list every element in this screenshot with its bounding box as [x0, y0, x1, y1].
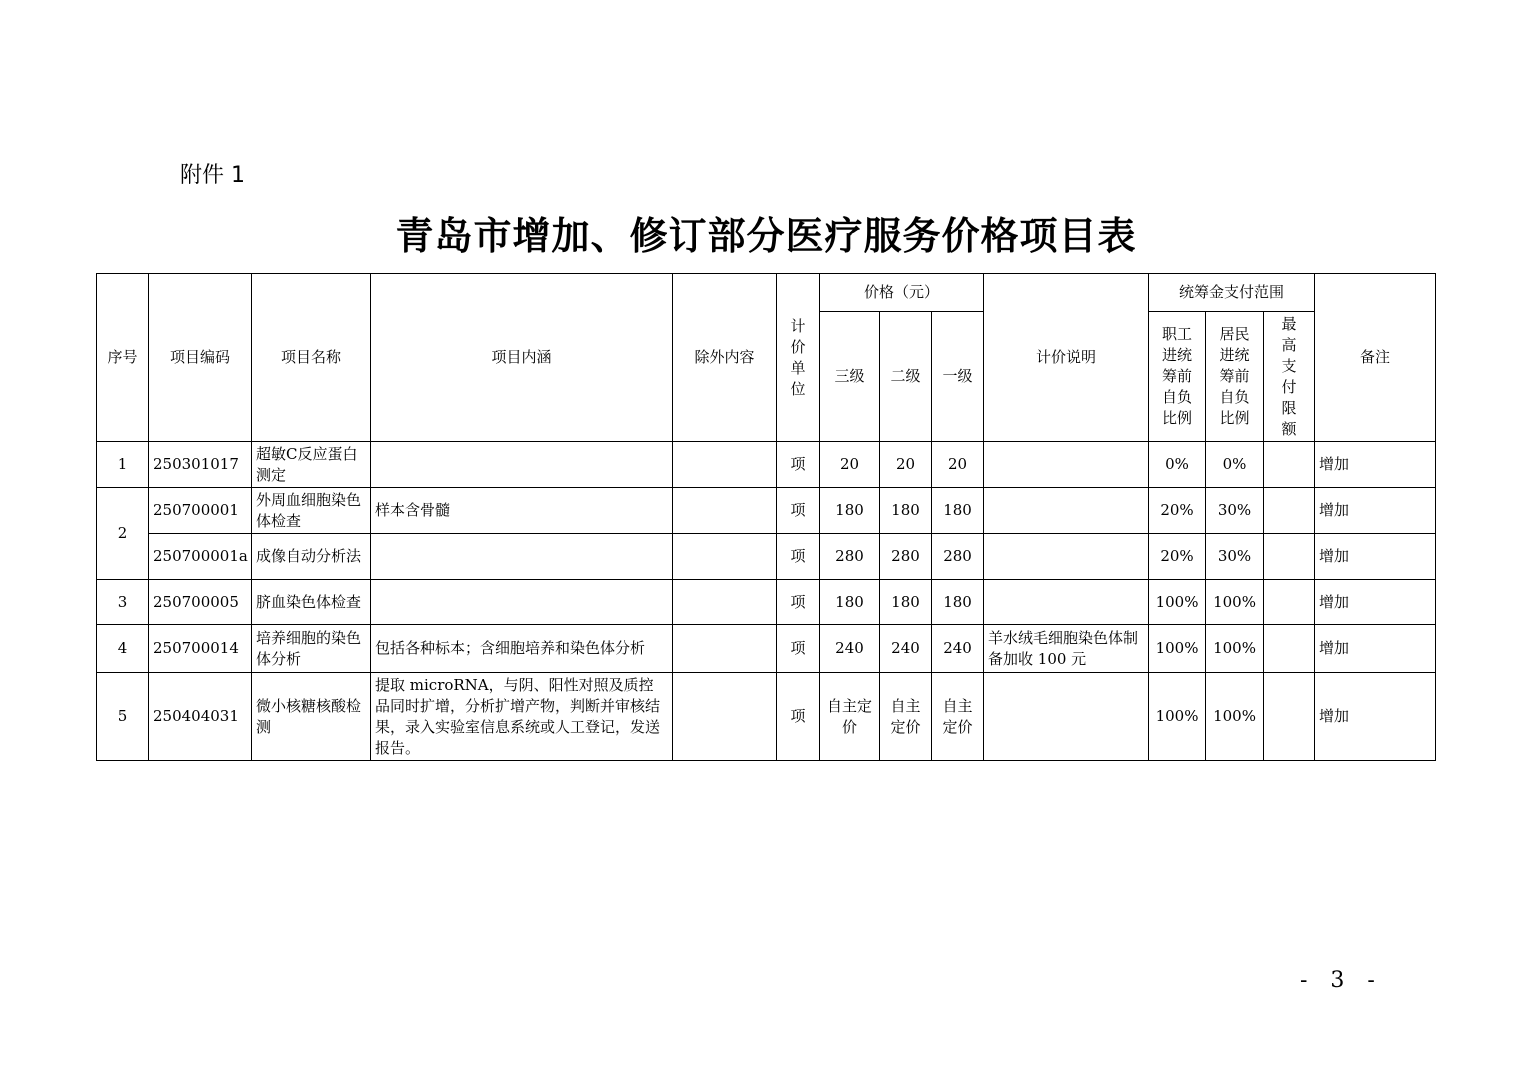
cell-excluded [673, 580, 777, 625]
cell-level1: 20 [932, 442, 984, 488]
cell-seq: 4 [97, 625, 149, 673]
header-level3: 三级 [820, 312, 880, 442]
cell-max-limit [1264, 625, 1315, 673]
cell-name: 成像自动分析法 [252, 534, 371, 580]
cell-content: 样本含骨髓 [371, 488, 673, 534]
cell-employee: 20% [1149, 534, 1206, 580]
cell-unit: 项 [777, 625, 820, 673]
cell-level1: 180 [932, 488, 984, 534]
cell-content [371, 580, 673, 625]
table-row [97, 580, 1436, 625]
cell-employee: 100% [1149, 580, 1206, 625]
table-row [97, 488, 1436, 534]
table-header [97, 274, 1436, 442]
table-row [97, 534, 1436, 580]
table-body [97, 442, 1436, 761]
cell-level1: 240 [932, 625, 984, 673]
cell-pricing-note [984, 580, 1149, 625]
cell-max-limit [1264, 442, 1315, 488]
header-pricing-note: 计价说明 [984, 274, 1149, 442]
header-code: 项目编码 [149, 274, 252, 442]
table-row [97, 673, 1436, 761]
cell-code: 250700014 [149, 625, 252, 673]
header-level1: 一级 [932, 312, 984, 442]
cell-code: 250700005 [149, 580, 252, 625]
cell-employee: 0% [1149, 442, 1206, 488]
table-row [97, 442, 1436, 488]
cell-excluded [673, 625, 777, 673]
header-price-group: 价格（元） [820, 274, 984, 312]
cell-excluded [673, 442, 777, 488]
cell-level2: 180 [880, 488, 932, 534]
cell-excluded [673, 534, 777, 580]
header-employee: 职工 进统 筹前 自负 比例 [1149, 312, 1206, 442]
cell-name: 外周血细胞染色体检查 [252, 488, 371, 534]
cell-resident: 100% [1206, 673, 1264, 761]
cell-remark: 增加 [1315, 625, 1436, 673]
cell-seq: 3 [97, 580, 149, 625]
header-fund-group: 统筹金支付范围 [1149, 274, 1315, 312]
cell-level2: 自主定价 [880, 673, 932, 761]
cell-level1: 280 [932, 534, 984, 580]
page-title: 青岛市增加、修订部分医疗服务价格项目表 [395, 213, 1137, 258]
cell-seq: 1 [97, 442, 149, 488]
cell-resident: 0% [1206, 442, 1264, 488]
cell-pricing-note: 羊水绒毛细胞染色体制备加收 100 元 [984, 625, 1149, 673]
cell-resident: 100% [1206, 580, 1264, 625]
cell-code: 250404031 [149, 673, 252, 761]
cell-name: 微小核糖核酸检测 [252, 673, 371, 761]
cell-max-limit [1264, 673, 1315, 761]
cell-remark: 增加 [1315, 673, 1436, 761]
cell-excluded [673, 673, 777, 761]
cell-resident: 30% [1206, 534, 1264, 580]
cell-resident: 30% [1206, 488, 1264, 534]
cell-resident: 100% [1206, 625, 1264, 673]
cell-content: 包括各种标本；含细胞培养和染色体分析 [371, 625, 673, 673]
cell-excluded [673, 488, 777, 534]
table-row [97, 625, 1436, 673]
header-content: 项目内涵 [371, 274, 673, 442]
cell-pricing-note [984, 442, 1149, 488]
cell-code: 250700001a [149, 534, 252, 580]
header-level2: 二级 [880, 312, 932, 442]
cell-name: 脐血染色体检查 [252, 580, 371, 625]
page-number: - 3 - [1300, 968, 1383, 993]
cell-employee: 100% [1149, 625, 1206, 673]
cell-level3: 180 [820, 580, 880, 625]
cell-content [371, 534, 673, 580]
attachment-label: 附件 1 [180, 163, 245, 188]
cell-remark: 增加 [1315, 580, 1436, 625]
header-remark: 备注 [1315, 274, 1436, 442]
cell-level3: 280 [820, 534, 880, 580]
cell-remark: 增加 [1315, 488, 1436, 534]
cell-unit: 项 [777, 488, 820, 534]
cell-max-limit [1264, 488, 1315, 534]
cell-level1: 自主定价 [932, 673, 984, 761]
cell-level3: 180 [820, 488, 880, 534]
header-seq: 序号 [97, 274, 149, 442]
header-excluded: 除外内容 [673, 274, 777, 442]
cell-max-limit [1264, 534, 1315, 580]
cell-seq: 2 [97, 488, 149, 580]
cell-level2: 240 [880, 625, 932, 673]
cell-unit: 项 [777, 442, 820, 488]
header-name: 项目名称 [252, 274, 371, 442]
cell-level1: 180 [932, 580, 984, 625]
cell-code: 250301017 [149, 442, 252, 488]
cell-level3: 自主定价 [820, 673, 880, 761]
cell-name: 培养细胞的染色体分析 [252, 625, 371, 673]
cell-remark: 增加 [1315, 534, 1436, 580]
cell-remark: 增加 [1315, 442, 1436, 488]
cell-pricing-note [984, 488, 1149, 534]
cell-employee: 20% [1149, 488, 1206, 534]
cell-level3: 20 [820, 442, 880, 488]
cell-pricing-note [984, 534, 1149, 580]
header-unit: 计 价 单 位 [777, 274, 820, 442]
header-resident: 居民 进统 筹前 自负 比例 [1206, 312, 1264, 442]
cell-unit: 项 [777, 534, 820, 580]
cell-unit: 项 [777, 673, 820, 761]
header-max-limit: 最 高 支 付 限 额 [1264, 312, 1315, 442]
cell-content: 提取 microRNA，与阴、阳性对照及质控品同时扩增，分析扩增产物，判断并审核结果，录入实验室信息系统或人工登记，发送报告。 [371, 673, 673, 761]
cell-seq: 5 [97, 673, 149, 761]
cell-employee: 100% [1149, 673, 1206, 761]
cell-code: 250700001 [149, 488, 252, 534]
cell-level2: 20 [880, 442, 932, 488]
cell-unit: 项 [777, 580, 820, 625]
cell-pricing-note [984, 673, 1149, 761]
price-table [96, 273, 1436, 761]
cell-level2: 180 [880, 580, 932, 625]
cell-level3: 240 [820, 625, 880, 673]
cell-name: 超敏C反应蛋白测定 [252, 442, 371, 488]
cell-level2: 280 [880, 534, 932, 580]
cell-content [371, 442, 673, 488]
cell-max-limit [1264, 580, 1315, 625]
